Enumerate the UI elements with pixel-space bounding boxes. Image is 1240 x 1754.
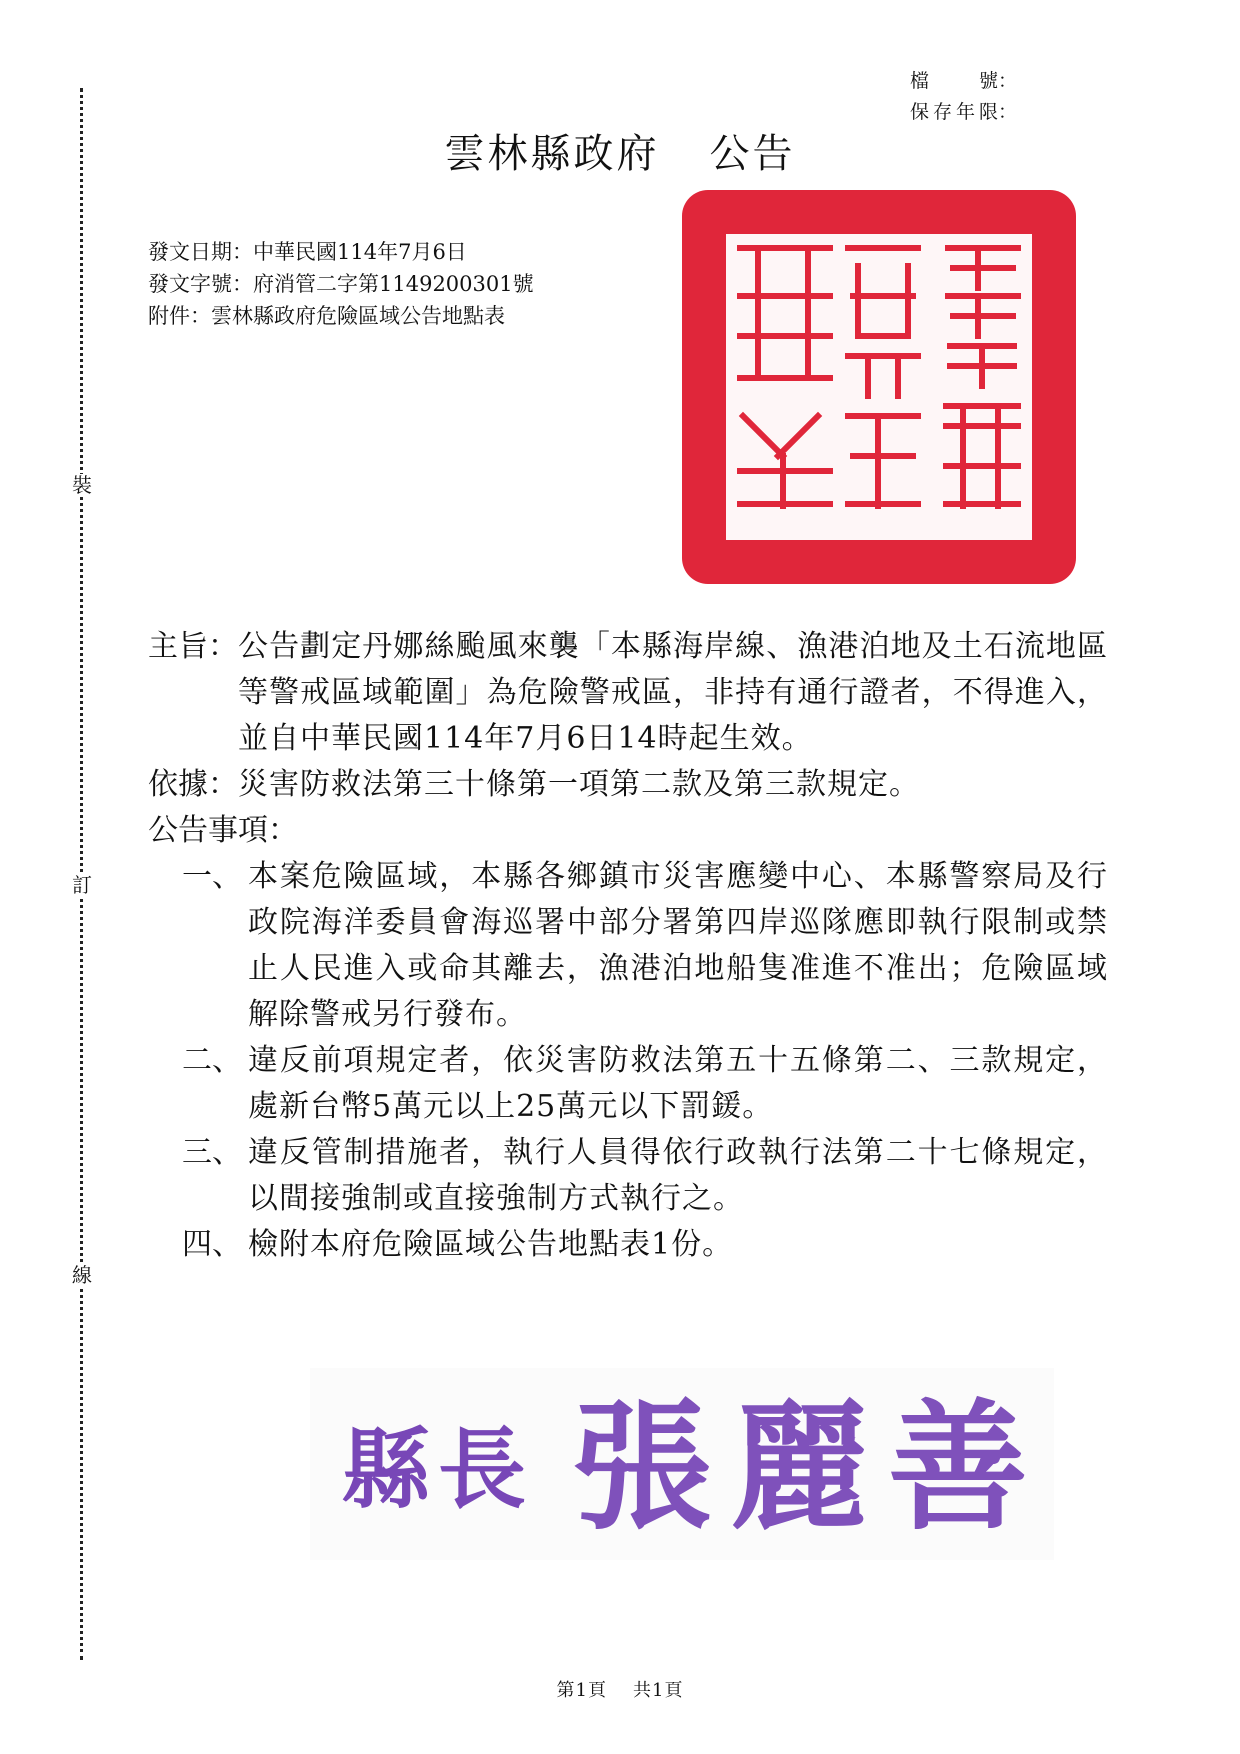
subject-section xyxy=(148,624,1108,762)
basis-section xyxy=(148,762,1108,808)
binding-char-ding: 訂 xyxy=(72,873,92,897)
announcement-item-2 xyxy=(148,1038,1108,1130)
retention-label: 保存年限 xyxy=(910,101,998,123)
retention-colon: ： xyxy=(998,101,1018,123)
item-number: 三、 xyxy=(182,1135,242,1170)
svg-text:縣: 縣 xyxy=(342,1417,431,1521)
item-number: 一、 xyxy=(182,859,242,894)
archive-info xyxy=(910,66,1018,128)
binding-char-zhuang: 裝 xyxy=(72,473,92,497)
item-text: 檢附本府危險區域公告地點表1份。 xyxy=(248,1227,734,1262)
subject-label: 主旨： xyxy=(148,629,238,664)
svg-text:長: 長 xyxy=(438,1417,527,1521)
seal-stamp-graphic xyxy=(678,186,1080,588)
document-title xyxy=(0,128,1240,180)
document-number: 發文字號：府消管二字第1149200301號 xyxy=(148,272,534,296)
items-label: 公告事項： xyxy=(148,813,298,848)
attachment: 附件：雲林縣政府危險區域公告地點表 xyxy=(148,304,505,328)
file-number-row xyxy=(910,66,1018,97)
page-number: 第1頁 xyxy=(556,1680,607,1701)
title-type: 公告 xyxy=(709,131,796,177)
svg-text:善: 善 xyxy=(888,1386,1029,1550)
document-meta xyxy=(148,236,534,332)
item-number: 二、 xyxy=(182,1043,242,1078)
item-number: 四、 xyxy=(182,1227,242,1262)
item-text: 違反前項規定者，依災害防救法第五十五條第二、三款規定，處新台幣5萬元以上25萬元以下罰鍰。 xyxy=(248,1043,1108,1124)
item-text: 違反管制措施者，執行人員得依行政執行法第二十七條規定，以間接強制或直接強制方式執行之。 xyxy=(248,1135,1108,1216)
page-footer xyxy=(0,1676,1240,1702)
file-number-colon: ： xyxy=(998,70,1018,92)
file-number-label: 檔 號 xyxy=(910,70,998,92)
subject-text: 公告劃定丹娜絲颱風來襲「本縣海岸線、漁港泊地及土石流地區等警戒區域範圍」為危險警戒區，非持有通行證者，不得進入，並自中華民國114年7月6日14時起生效。 xyxy=(238,629,1108,756)
basis-text: 災害防救法第三十條第一項第二款及第三款規定。 xyxy=(238,767,920,802)
basis-label: 依據： xyxy=(148,767,238,802)
svg-text:張: 張 xyxy=(572,1386,713,1550)
retention-row xyxy=(910,97,1018,128)
item-text: 本案危險區域，本縣各鄉鎮市災害應變中心、本縣警察局及行政院海洋委員會海巡署中部分署第四岸巡隊應即執行限制或禁止人民進入或命其離去，漁港泊地船隻准進不准出；危險區域解除警戒另行發布。 xyxy=(248,859,1108,1032)
announcement-body xyxy=(148,624,1108,1268)
issue-date: 發文日期：中華民國114年7月6日 xyxy=(148,240,467,264)
official-seal xyxy=(678,186,1080,588)
binding-char-xian: 線 xyxy=(72,1263,92,1287)
announcement-item-4 xyxy=(148,1222,1108,1268)
svg-text:麗: 麗 xyxy=(730,1386,871,1550)
title-org: 雲林縣政府 xyxy=(444,131,660,177)
magistrate-signature-stamp xyxy=(310,1368,1054,1560)
announcement-item-1 xyxy=(148,854,1108,1038)
signature-graphic xyxy=(310,1368,1054,1560)
items-section-heading xyxy=(148,808,1108,854)
announcement-item-3 xyxy=(148,1130,1108,1222)
page-total: 共1頁 xyxy=(633,1680,684,1701)
